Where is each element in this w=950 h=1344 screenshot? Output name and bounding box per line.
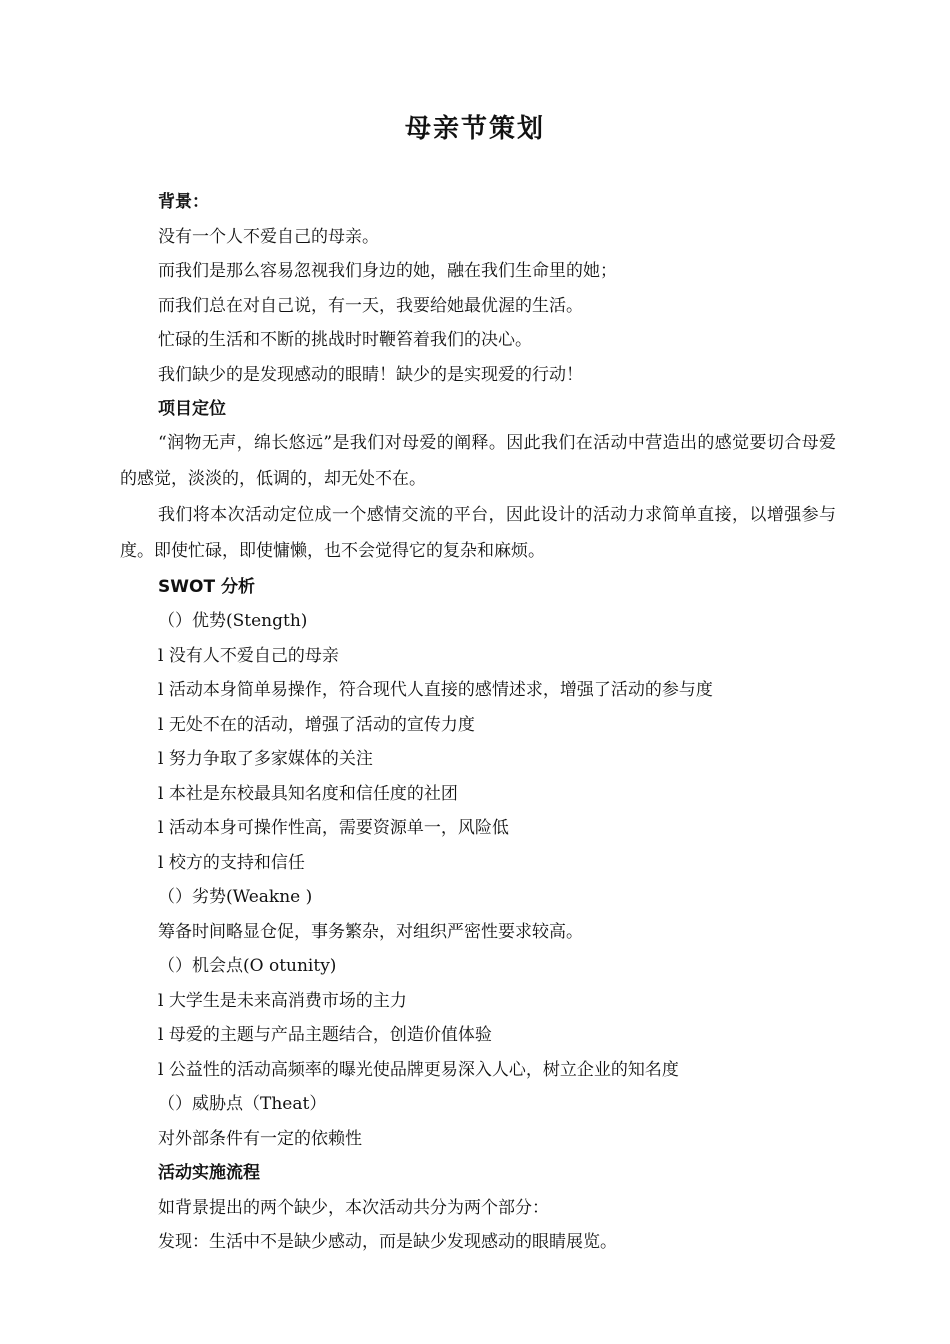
- swot-threat-label: （）威胁点（Theat）: [158, 1094, 327, 1114]
- swot-opportunity-label: （）机会点(O otunity): [158, 956, 337, 976]
- positioning-paragraph: “润物无声，绵长悠远”是我们对母爱的阐释。因此我们在活动中营造出的感觉要切合母爱的感觉，淡淡的，低调的，却无处不在。: [120, 433, 836, 489]
- list-item: l 校方的支持和信任: [158, 853, 305, 873]
- background-line: 而我们总在对自己说，有一天，我要给她最优渥的生活。: [158, 296, 583, 316]
- swot-weakness-label: （）劣势(Weakne ): [158, 887, 313, 907]
- section-heading-background: 背景：: [158, 192, 209, 212]
- background-line: 忙碌的生活和不断的挑战时时鞭笞着我们的决心。: [158, 330, 532, 350]
- list-item: l 活动本身可操作性高，需要资源单一，风险低: [158, 818, 509, 838]
- section-heading-positioning: 项目定位: [158, 399, 226, 419]
- background-line: 没有一个人不爱自己的母亲。: [158, 227, 379, 247]
- background-line: 我们缺少的是发现感动的眼睛！缺少的是实现爱的行动！: [158, 365, 583, 385]
- process-line: 如背景提出的两个缺少，本次活动共分为两个部分：: [158, 1198, 549, 1218]
- process-line: 发现：生活中不是缺少感动，而是缺少发现感动的眼睛展览。: [158, 1232, 617, 1252]
- list-item: l 没有人不爱自己的母亲: [158, 646, 339, 666]
- list-item: l 努力争取了多家媒体的关注: [158, 749, 373, 769]
- swot-threat-text: 对外部条件有一定的依赖性: [158, 1129, 362, 1149]
- list-item: l 母爱的主题与产品主题结合，创造价值体验: [158, 1025, 492, 1045]
- list-item: l 公益性的活动高频率的曝光使品牌更易深入人心，树立企业的知名度: [158, 1060, 679, 1080]
- list-item: l 活动本身简单易操作，符合现代人直接的感情述求，增强了活动的参与度: [158, 680, 713, 700]
- swot-strength-label: （）优势(Stength): [158, 611, 308, 631]
- section-heading-process: 活动实施流程: [158, 1163, 260, 1183]
- list-item: l 本社是东校最具知名度和信任度的社团: [158, 784, 458, 804]
- page-title: 母亲节策划: [404, 114, 545, 144]
- list-item: l 大学生是未来高消费市场的主力: [158, 991, 407, 1011]
- swot-weakness-text: 筹备时间略显仓促，事务繁杂，对组织严密性要求较高。: [158, 922, 583, 942]
- positioning-paragraph: 我们将本次活动定位成一个感情交流的平台，因此设计的活动力求简单直接，以增强参与度。即使忙碌，即使慵懒，也不会觉得它的复杂和麻烦。: [120, 505, 836, 561]
- list-item: l 无处不在的活动，增强了活动的宣传力度: [158, 715, 475, 735]
- section-heading-swot: SWOT 分析: [158, 577, 255, 597]
- background-line: 而我们是那么容易忽视我们身边的她，融在我们生命里的她；: [158, 261, 617, 281]
